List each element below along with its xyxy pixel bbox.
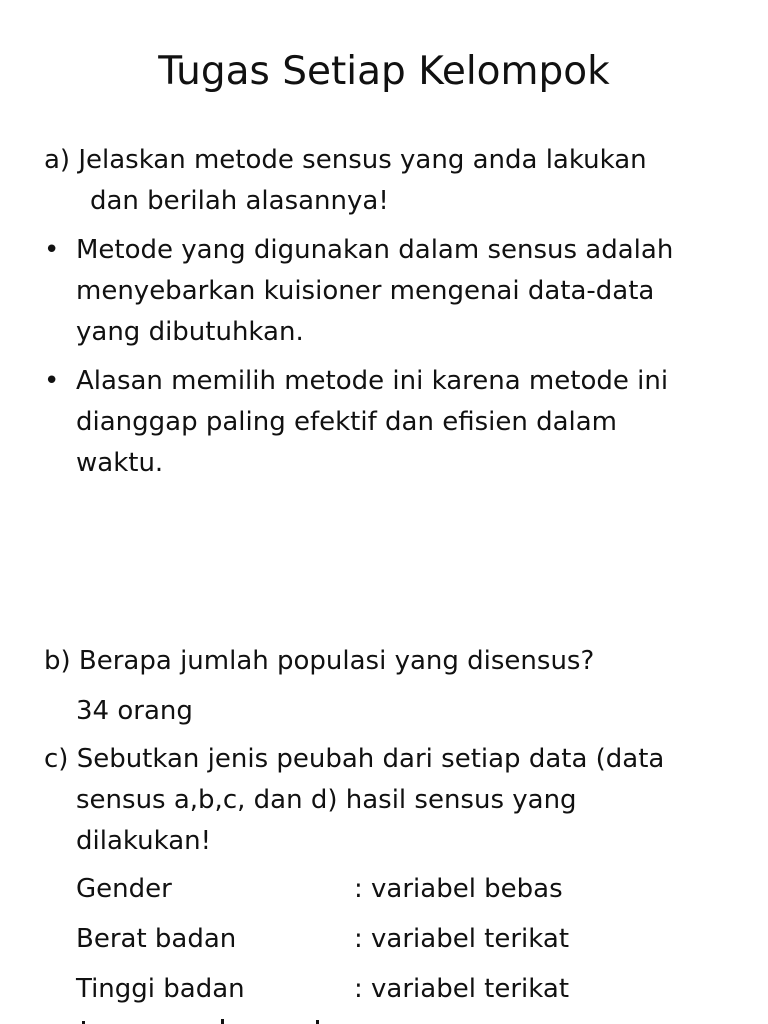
truncated-line-fragment bbox=[76, 1012, 676, 1024]
question-a-line-2: dan berilah alasannya! bbox=[90, 186, 389, 216]
bullet-method bbox=[76, 230, 673, 353]
truncated-glyph-tops bbox=[76, 1015, 676, 1024]
variable-type: : variabel bebas bbox=[354, 874, 563, 904]
bullet-reason bbox=[76, 361, 668, 484]
variable-row bbox=[76, 969, 569, 1010]
slide-title: Tugas Setiap Kelompok bbox=[158, 49, 610, 94]
bullet-method-line: Metode yang digunakan dalam sensus adalah bbox=[76, 235, 674, 265]
bullet-reason-line: Alasan memilih metode ini karena metode ini bbox=[76, 366, 669, 396]
variable-type: : variabel terikat bbox=[354, 974, 570, 1004]
question-c-line-2: sensus a,b,c, dan d) hasil sensus yang bbox=[76, 785, 577, 815]
question-a-line-1: a) Jelaskan metode sensus yang anda lakukan bbox=[44, 145, 647, 175]
variable-label: Tinggi badan bbox=[76, 974, 245, 1004]
bullet-reason-line: dianggap paling efektif dan efisien dalam bbox=[76, 407, 617, 437]
variable-type: : variabel terikat bbox=[354, 924, 570, 954]
bullet-reason-line: waktu. bbox=[76, 448, 164, 478]
bullet-marker: • bbox=[44, 366, 60, 396]
variable-label: Gender bbox=[76, 874, 172, 904]
variable-label: Berat badan bbox=[76, 924, 237, 954]
variable-row bbox=[76, 919, 569, 960]
bullet-marker: • bbox=[44, 235, 60, 265]
question-c-line-3: dilakukan! bbox=[76, 826, 212, 856]
question-c-line-1: c) Sebutkan jenis peubah dari setiap data (data bbox=[44, 744, 665, 774]
answer-b: 34 orang bbox=[76, 696, 193, 726]
question-b: b) Berapa jumlah populasi yang disensus? bbox=[44, 646, 595, 676]
variable-row bbox=[76, 869, 563, 910]
bullet-method-line: menyebarkan kuisioner mengenai data-data bbox=[76, 276, 655, 306]
question-a bbox=[44, 140, 647, 222]
question-c bbox=[44, 739, 664, 862]
bullet-method-line: yang dibutuhkan. bbox=[76, 317, 304, 347]
